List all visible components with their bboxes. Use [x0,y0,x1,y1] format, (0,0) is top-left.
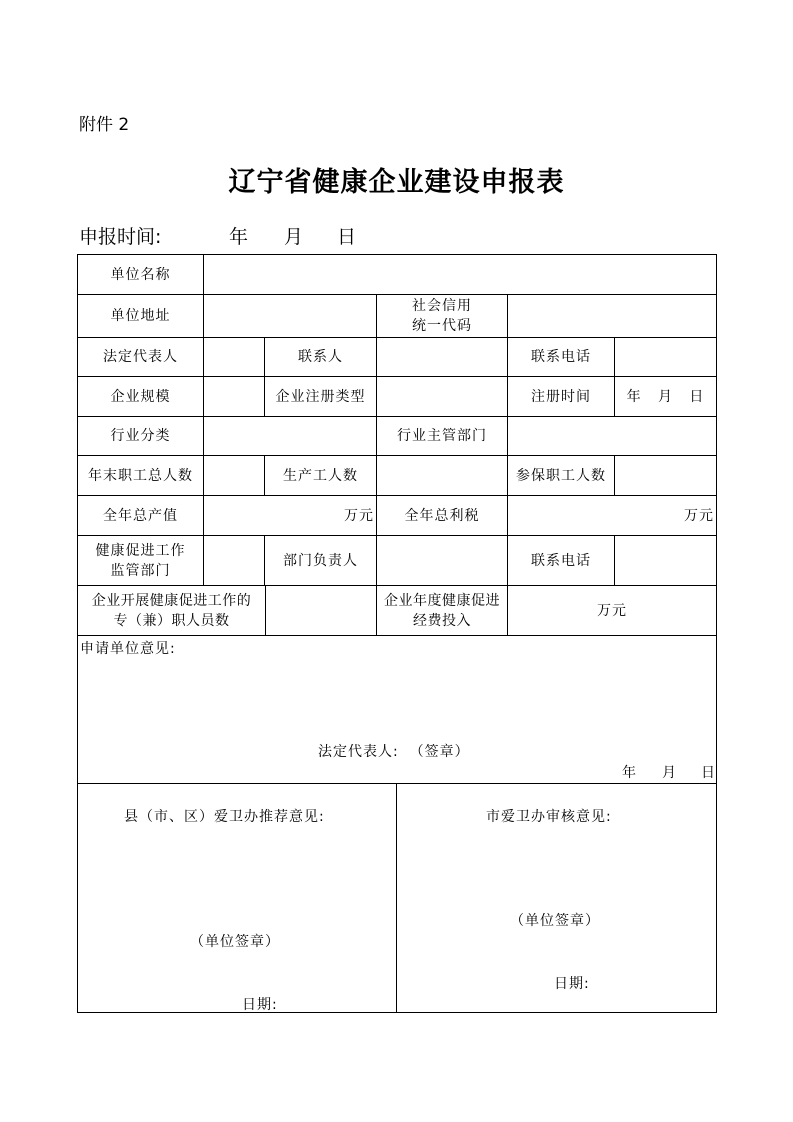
contact-phone-label: 联系电话 [507,337,615,377]
county-date-label: 日期: [242,997,278,1013]
dept-contact-phone-label: 联系电话 [507,535,615,586]
dept-head-field[interactable] [376,535,508,586]
county-stamp-label: （单位签章） [190,934,280,950]
declare-day-label: 日 [337,226,357,248]
industry-category-field[interactable] [203,416,377,456]
applicant-year-label: 年 [622,765,637,781]
declare-year-label: 年 [229,226,249,248]
contact-phone-field[interactable] [614,337,717,377]
annual-output-field[interactable] [203,495,377,536]
legal-rep-label: 法定代表人 [77,337,204,377]
city-stamp-label: （单位签章） [510,913,600,929]
registration-type-label: 企业注册类型 [264,376,377,417]
declare-date-line [79,222,479,250]
health-dept-label-line1: 健康促进工作 [95,542,186,559]
health-dept-label [77,535,204,586]
health-staff-count-label [77,585,266,636]
total-staff-field[interactable] [203,455,265,496]
city-date-label: 日期: [554,976,590,992]
registration-time-label: 注册时间 [507,376,615,417]
health-funding-label-line2: 经费投入 [413,612,471,629]
applicant-signature-label: 法定代表人: （签章） [318,744,470,760]
annual-profit-tax-field[interactable] [507,495,717,536]
health-dept-field[interactable] [203,535,265,586]
unit-address-label: 单位地址 [77,294,204,338]
page-title: 辽宁省健康企业建设申报表 [228,167,565,198]
annual-output-label: 全年总产值 [77,495,204,536]
health-staff-count-field[interactable] [265,585,377,636]
city-opinion-label: 市爱卫办审核意见: [486,809,612,825]
legal-rep-field[interactable] [203,337,265,377]
credit-code-label-line1: 社会信用 [412,298,472,314]
annual-profit-tax-label: 全年总利税 [376,495,508,536]
unit-name-label: 单位名称 [77,254,204,295]
production-workers-field[interactable] [376,455,508,496]
health-funding-label [376,585,508,636]
credit-code-field[interactable] [507,294,717,338]
industry-category-label: 行业分类 [77,416,204,456]
unit-address-field[interactable] [203,294,377,338]
applicant-day-label: 日 [701,765,716,781]
health-funding-field[interactable] [507,585,717,636]
industry-authority-label: 行业主管部门 [376,416,508,456]
health-funding-unit: 万元 [597,602,627,619]
insured-workers-field[interactable] [614,455,717,496]
declare-month-label: 月 [284,226,304,248]
health-staff-count-label-line2: 专（兼）职人员数 [113,612,230,629]
county-opinion-label: 县（市、区）爱卫办推荐意见: [124,809,325,825]
applicant-month-label: 月 [662,765,677,781]
dept-head-label: 部门负责人 [264,535,377,586]
applicant-opinion-label: 申请单位意见: [80,641,176,657]
insured-workers-label: 参保职工人数 [507,455,615,496]
annual-profit-tax-unit: 万元 [684,507,714,524]
enterprise-scale-field[interactable] [203,376,265,417]
health-funding-label-line1: 企业年度健康促进 [384,592,500,609]
annual-output-unit: 万元 [344,507,374,524]
total-staff-label: 年末职工总人数 [77,455,204,496]
registration-type-field[interactable] [376,376,508,417]
production-workers-label: 生产工人数 [264,455,377,496]
contact-person-field[interactable] [376,337,508,377]
enterprise-scale-label: 企业规模 [77,376,204,417]
contact-person-label: 联系人 [264,337,377,377]
declare-date-label: 申报时间: [79,226,162,248]
credit-code-label-line2: 统一代码 [412,318,472,334]
credit-code-label [376,294,508,338]
registration-time-field[interactable]: 年 月 日 [614,376,717,417]
health-dept-label-line2: 监管部门 [110,562,171,579]
dept-contact-phone-field[interactable] [614,535,717,586]
health-staff-count-label-line1: 企业开展健康促进工作的 [91,592,252,609]
attachment-label: 附件 2 [79,115,130,135]
unit-name-field[interactable] [203,254,717,295]
industry-authority-field[interactable] [507,416,717,456]
